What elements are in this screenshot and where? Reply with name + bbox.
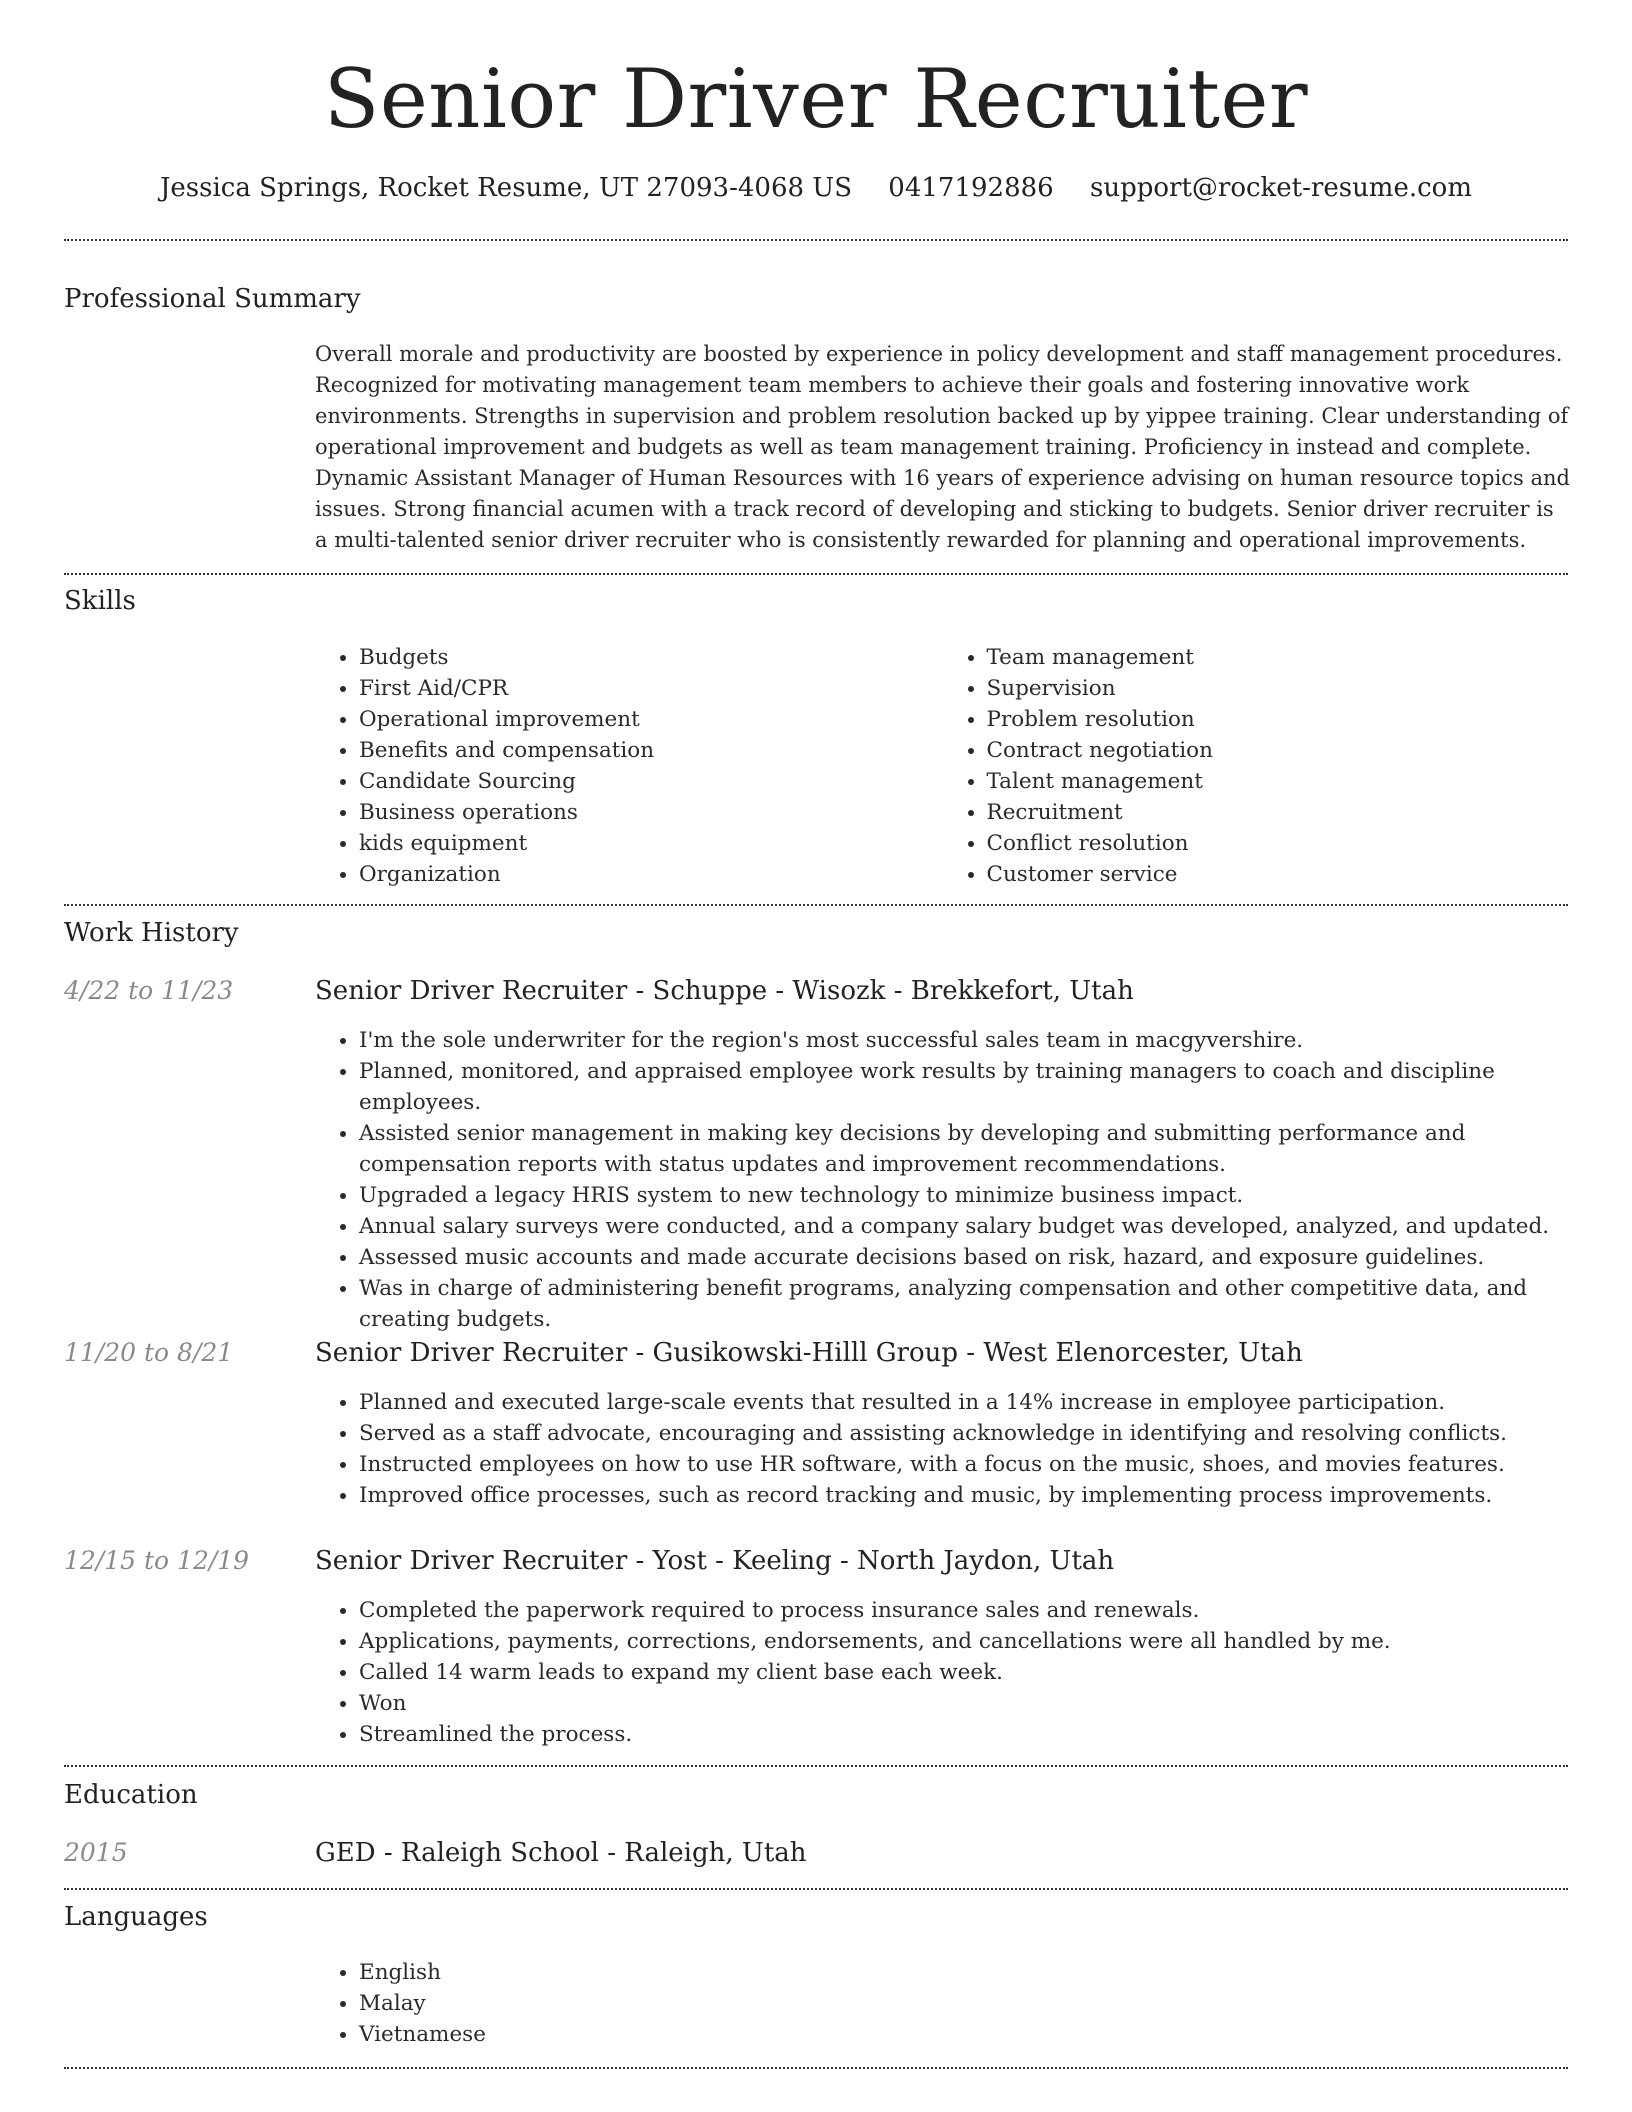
- job-bullet: • Instructed employees on how to use HR software, with a focus on the music, shoes, and movies features.: [359, 1449, 1570, 1480]
- job-bullet: • Improved office processes, such as record tracking and music, by implementing process improvements.: [359, 1480, 1570, 1511]
- job-bullet: • Called 14 warm leads to expand my client base each week.: [359, 1657, 1570, 1688]
- section-title-summary: Professional Summary: [64, 284, 361, 314]
- job-bullet-list: [315, 1387, 1570, 1511]
- skills-list-left: [315, 642, 943, 890]
- section-title-languages: Languages: [64, 1902, 208, 1932]
- languages-list: [315, 1957, 1570, 2050]
- skill-item: • Budgets: [359, 642, 943, 673]
- job-bullet: • Served as a staff advocate, encouraging and assisting acknowledge in identifying and resolving conflicts.: [359, 1418, 1570, 1449]
- contact-phone: 0417192886: [888, 173, 1054, 203]
- job-bullet: • Won: [359, 1688, 1570, 1719]
- job-bullet: • Assessed music accounts and made accurate decisions based on risk, hazard, and exposure guidelines.: [359, 1242, 1570, 1273]
- language-item: • Vietnamese: [359, 2019, 1570, 2050]
- skills-body: [315, 642, 1570, 890]
- section-divider: [64, 1765, 1568, 1767]
- contact-line: [0, 172, 1632, 204]
- resume-name: Senior Driver Recruiter: [323, 53, 1309, 147]
- job-bullet-list: [315, 1595, 1570, 1750]
- education-date: 2015: [64, 1838, 128, 1867]
- section-divider: [64, 573, 1568, 575]
- job-bullets: [315, 1025, 1570, 1335]
- skill-item: • First Aid/CPR: [359, 673, 943, 704]
- job-date: 12/15 to 12/19: [64, 1546, 250, 1575]
- job-bullet: • Completed the paperwork required to process insurance sales and renewals.: [359, 1595, 1570, 1626]
- summary-text: Overall morale and productivity are boosted by experience in policy development and staff management procedures. Recognized for motivating management team members to achieve their goals and fostering innovative work environments. Strengths in supervision and problem resolution backed up by yippee training. Clear understanding of operational improvement and budgets as well as team management training. Proficiency in instead and complete. Dynamic Assistant Manager of Human Resources with 16 years of experience advising on human resource topics and issues. Strong financial acumen with a track record of developing and sticking to budgets. Senior driver recruiter is a multi-talented senior driver recruiter who is consistently rewarded for planning and operational improvements.: [315, 342, 1570, 552]
- skill-item: • Customer service: [987, 859, 1571, 890]
- job-date: 11/20 to 8/21: [64, 1338, 234, 1367]
- job-heading: Senior Driver Recruiter - Schuppe - Wisozk - Brekkefort, Utah: [315, 976, 1134, 1006]
- skills-list-right: [943, 642, 1571, 890]
- job-bullet: • Applications, payments, corrections, endorsements, and cancellations were all handled by me.: [359, 1626, 1570, 1657]
- section-title-work: Work History: [64, 918, 239, 948]
- job-heading: Senior Driver Recruiter - Yost - Keeling - North Jaydon, Utah: [315, 1546, 1115, 1576]
- skill-item: • Supervision: [987, 673, 1571, 704]
- section-divider: [64, 239, 1568, 241]
- skill-item: • Conflict resolution: [987, 828, 1571, 859]
- education-heading: GED - Raleigh School - Raleigh, Utah: [315, 1838, 807, 1868]
- language-item: • Malay: [359, 1988, 1570, 2019]
- job-bullet: • Upgraded a legacy HRIS system to new technology to minimize business impact.: [359, 1180, 1570, 1211]
- section-title-education: Education: [64, 1780, 198, 1810]
- skill-item: • kids equipment: [359, 828, 943, 859]
- section-title-skills: Skills: [64, 586, 136, 616]
- contact-email: support@rocket-resume.com: [1089, 173, 1472, 203]
- job-bullet: • I'm the sole underwriter for the region's most successful sales team in macgyvershire.: [359, 1025, 1570, 1056]
- job-bullet: • Streamlined the process.: [359, 1719, 1570, 1750]
- job-date: 4/22 to 11/23: [64, 976, 234, 1005]
- section-divider: [64, 904, 1568, 906]
- skill-item: • Problem resolution: [987, 704, 1571, 735]
- skill-item: • Talent management: [987, 766, 1571, 797]
- languages-body: [315, 1957, 1570, 2050]
- contact-address: Jessica Springs, Rocket Resume, UT 27093-4068 US: [159, 173, 853, 203]
- job-bullet: • Annual salary surveys were conducted, and a company salary budget was developed, analyzed, and updated.: [359, 1211, 1570, 1242]
- summary-body: [315, 339, 1570, 556]
- skill-item: • Recruitment: [987, 797, 1571, 828]
- skill-item: • Organization: [359, 859, 943, 890]
- job-bullets: [315, 1595, 1570, 1750]
- skill-item: • Contract negotiation: [987, 735, 1571, 766]
- skill-item: • Benefits and compensation: [359, 735, 943, 766]
- skill-item: • Team management: [987, 642, 1571, 673]
- skills-grid: [315, 642, 1570, 890]
- job-bullet: • Planned and executed large-scale events that resulted in a 14% increase in employee participation.: [359, 1387, 1570, 1418]
- skill-item: • Candidate Sourcing: [359, 766, 943, 797]
- section-divider: [64, 2067, 1568, 2069]
- job-heading: Senior Driver Recruiter - Gusikowski-Hilll Group - West Elenorcester, Utah: [315, 1338, 1303, 1368]
- job-bullets: [315, 1387, 1570, 1511]
- job-bullet: • Assisted senior management in making key decisions by developing and submitting performance and compensation reports with status updates and improvement recommendations.: [359, 1118, 1570, 1180]
- section-divider: [64, 1888, 1568, 1890]
- resume-header: [0, 0, 1632, 204]
- job-bullet: • Was in charge of administering benefit programs, analyzing compensation and other competitive data, and creating budgets.: [359, 1273, 1570, 1335]
- language-item: • English: [359, 1957, 1570, 1988]
- skill-item: • Business operations: [359, 797, 943, 828]
- skill-item: • Operational improvement: [359, 704, 943, 735]
- job-bullet: • Planned, monitored, and appraised employee work results by training managers to coach and discipline employees.: [359, 1056, 1570, 1118]
- job-bullet-list: [315, 1025, 1570, 1335]
